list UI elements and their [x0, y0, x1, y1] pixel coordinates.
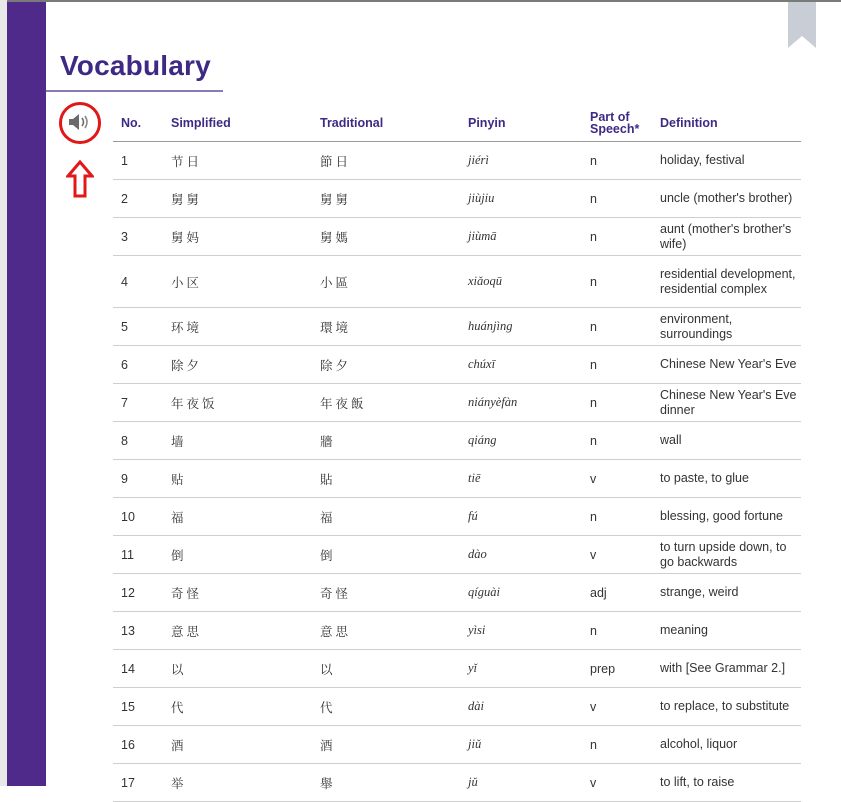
pos-cell: n: [582, 180, 652, 218]
definition-cell: meaning: [652, 612, 801, 650]
pos-cell: adj: [582, 574, 652, 612]
traditional-cell: 代: [312, 688, 460, 726]
header-part-of-speech: Part of Speech*: [582, 105, 652, 142]
traditional-cell: 以: [312, 650, 460, 688]
simplified-cell: 奇怪: [163, 574, 312, 612]
simplified-cell: 酒: [163, 726, 312, 764]
definition-cell: with [See Grammar 2.]: [652, 650, 801, 688]
pinyin-cell: dào: [460, 536, 582, 574]
top-border: [0, 0, 841, 2]
pos-cell: n: [582, 726, 652, 764]
header-simplified: Simplified: [163, 105, 312, 142]
table-row: [113, 384, 801, 422]
simplified-cell: 贴: [163, 460, 312, 498]
traditional-cell: 舉: [312, 764, 460, 802]
table-row: [113, 574, 801, 612]
traditional-cell: 年夜飯: [312, 384, 460, 422]
header-no: No.: [113, 105, 163, 142]
simplified-cell: 节日: [163, 142, 312, 180]
definition-cell: strange, weird: [652, 574, 801, 612]
pinyin-cell: huánjìng: [460, 308, 582, 346]
chapter-sidebar-bar: [7, 2, 46, 786]
simplified-cell: 环境: [163, 308, 312, 346]
table-row: [113, 764, 801, 802]
definition-cell: residential development, residential complex: [652, 256, 801, 308]
pos-cell: v: [582, 688, 652, 726]
bookmark-ribbon-icon: [788, 2, 816, 48]
pinyin-cell: niányèfàn: [460, 384, 582, 422]
header-traditional: Traditional: [312, 105, 460, 142]
pos-cell: n: [582, 308, 652, 346]
definition-cell: holiday, festival: [652, 142, 801, 180]
table-header-row: [113, 105, 801, 142]
row-number: 1: [113, 142, 163, 180]
simplified-cell: 墙: [163, 422, 312, 460]
definition-cell: alcohol, liquor: [652, 726, 801, 764]
simplified-cell: 舅舅: [163, 180, 312, 218]
simplified-cell: 举: [163, 764, 312, 802]
traditional-cell: 福: [312, 498, 460, 536]
definition-cell: to turn upside down, to go backwards: [652, 536, 801, 574]
row-number: 13: [113, 612, 163, 650]
traditional-cell: 意思: [312, 612, 460, 650]
pinyin-cell: chúxī: [460, 346, 582, 384]
pinyin-cell: fú: [460, 498, 582, 536]
table-row: [113, 180, 801, 218]
pos-cell: n: [582, 256, 652, 308]
row-number: 7: [113, 384, 163, 422]
pos-cell: v: [582, 536, 652, 574]
simplified-cell: 年夜饭: [163, 384, 312, 422]
definition-cell: to replace, to substitute: [652, 688, 801, 726]
pos-cell: n: [582, 612, 652, 650]
traditional-cell: 牆: [312, 422, 460, 460]
row-number: 14: [113, 650, 163, 688]
definition-cell: to lift, to raise: [652, 764, 801, 802]
row-number: 2: [113, 180, 163, 218]
table-row: [113, 422, 801, 460]
traditional-cell: 倒: [312, 536, 460, 574]
header-pinyin: Pinyin: [460, 105, 582, 142]
page-edge: [0, 0, 7, 786]
table-row: [113, 346, 801, 384]
table-row: [113, 688, 801, 726]
pos-cell: n: [582, 218, 652, 256]
pos-cell: prep: [582, 650, 652, 688]
traditional-cell: 小區: [312, 256, 460, 308]
definition-cell: Chinese New Year's Eve: [652, 346, 801, 384]
row-number: 15: [113, 688, 163, 726]
simplified-cell: 以: [163, 650, 312, 688]
audio-play-button[interactable]: [59, 102, 101, 144]
traditional-cell: 奇怪: [312, 574, 460, 612]
simplified-cell: 意思: [163, 612, 312, 650]
pos-cell: n: [582, 422, 652, 460]
definition-cell: uncle (mother's brother): [652, 180, 801, 218]
pos-cell: v: [582, 460, 652, 498]
simplified-cell: 倒: [163, 536, 312, 574]
pinyin-cell: tiē: [460, 460, 582, 498]
traditional-cell: 環境: [312, 308, 460, 346]
traditional-cell: 節日: [312, 142, 460, 180]
row-number: 6: [113, 346, 163, 384]
table-row: [113, 256, 801, 308]
row-number: 5: [113, 308, 163, 346]
pos-cell: n: [582, 498, 652, 536]
traditional-cell: 貼: [312, 460, 460, 498]
pos-cell: n: [582, 346, 652, 384]
row-number: 10: [113, 498, 163, 536]
traditional-cell: 除夕: [312, 346, 460, 384]
traditional-cell: 酒: [312, 726, 460, 764]
simplified-cell: 福: [163, 498, 312, 536]
pinyin-cell: xiǎoqū: [460, 256, 582, 308]
simplified-cell: 舅妈: [163, 218, 312, 256]
definition-cell: to paste, to glue: [652, 460, 801, 498]
definition-cell: blessing, good fortune: [652, 498, 801, 536]
pos-cell: n: [582, 384, 652, 422]
table-row: [113, 612, 801, 650]
pinyin-cell: yìsi: [460, 612, 582, 650]
definition-cell: wall: [652, 422, 801, 460]
title-underline: [46, 90, 223, 92]
table-row: [113, 498, 801, 536]
row-number: 11: [113, 536, 163, 574]
row-number: 3: [113, 218, 163, 256]
speaker-icon: [68, 113, 92, 131]
table-row: [113, 142, 801, 180]
page-title: Vocabulary: [60, 50, 211, 81]
definition-cell: environment, surroundings: [652, 308, 801, 346]
definition-cell: Chinese New Year's Eve dinner: [652, 384, 801, 422]
simplified-cell: 小区: [163, 256, 312, 308]
pos-cell: n: [582, 142, 652, 180]
pinyin-cell: jiǔ: [460, 726, 582, 764]
row-number: 16: [113, 726, 163, 764]
table-row: [113, 536, 801, 574]
traditional-cell: 舅舅: [312, 180, 460, 218]
pinyin-cell: yǐ: [460, 650, 582, 688]
definition-cell: aunt (mother's brother's wife): [652, 218, 801, 256]
row-number: 9: [113, 460, 163, 498]
pinyin-cell: jiérì: [460, 142, 582, 180]
header-definition: Definition: [652, 105, 801, 142]
pinyin-cell: qiáng: [460, 422, 582, 460]
pinyin-cell: jǔ: [460, 764, 582, 802]
table-row: [113, 308, 801, 346]
traditional-cell: 舅媽: [312, 218, 460, 256]
table-row: [113, 726, 801, 764]
row-number: 4: [113, 256, 163, 308]
red-up-arrow-icon: [66, 160, 94, 198]
table-row: [113, 460, 801, 498]
pinyin-cell: dài: [460, 688, 582, 726]
pos-cell: v: [582, 764, 652, 802]
table-row: [113, 650, 801, 688]
vocabulary-table: [113, 105, 801, 802]
pinyin-cell: jiùjiu: [460, 180, 582, 218]
table-row: [113, 218, 801, 256]
row-number: 12: [113, 574, 163, 612]
simplified-cell: 代: [163, 688, 312, 726]
simplified-cell: 除夕: [163, 346, 312, 384]
row-number: 17: [113, 764, 163, 802]
pinyin-cell: jiùmā: [460, 218, 582, 256]
pinyin-cell: qíguài: [460, 574, 582, 612]
row-number: 8: [113, 422, 163, 460]
